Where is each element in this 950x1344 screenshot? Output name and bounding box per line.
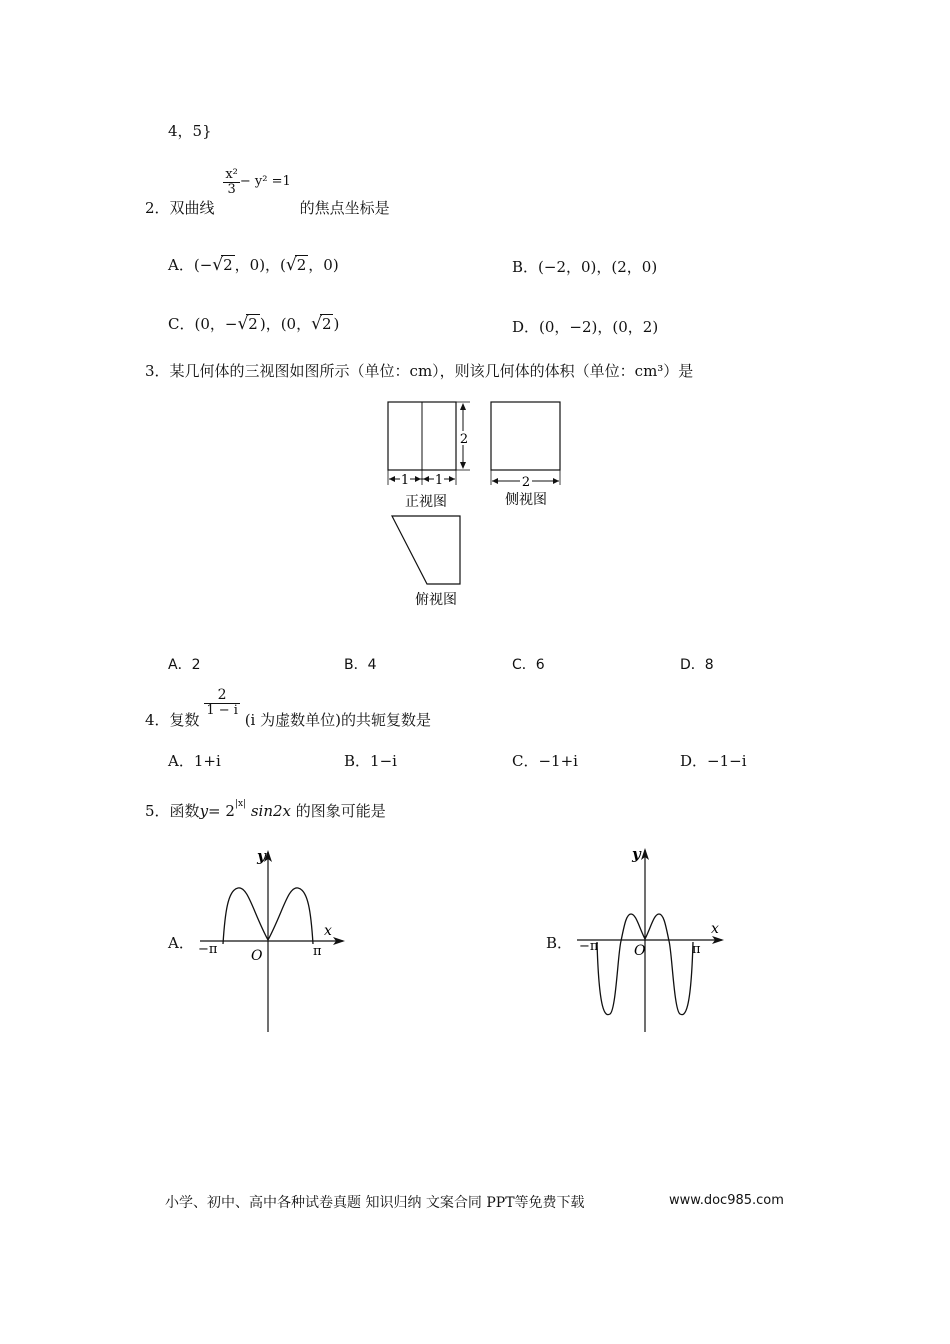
option-value: 4 — [367, 657, 377, 673]
graph-b-origin-label: O — [634, 943, 646, 959]
graph-b-pi-label: π — [692, 942, 701, 957]
option-text: ，0)，( — [234, 256, 286, 274]
q2-number: 2． — [145, 198, 170, 217]
graph-a-pi-label: π — [313, 944, 322, 959]
radicand: 2 — [296, 256, 307, 274]
q5-exponent: |x| — [234, 799, 247, 809]
question-5 — [145, 800, 386, 821]
q2-eq-rest: − y² =1 — [239, 173, 291, 189]
front-view-label: 正视图 — [405, 494, 447, 510]
option-value: −1+i — [538, 752, 578, 770]
q5-func: sin2x — [250, 802, 292, 820]
q3-option-a — [168, 654, 201, 674]
option-value: 1−i — [370, 752, 397, 770]
option-label: B． — [344, 752, 371, 770]
option-text: (− — [193, 256, 213, 274]
dim-side-label: 2 — [521, 475, 531, 490]
graph-a — [195, 842, 350, 1037]
sqrt-symbol: √ — [212, 255, 224, 275]
q2-option-a — [168, 254, 339, 275]
radicand: 2 — [248, 315, 258, 333]
option-label: C． — [168, 315, 195, 333]
q2-frac-den: 3 — [227, 182, 236, 198]
q2-prefix: 双曲线 — [169, 198, 215, 217]
q3-option-c — [512, 654, 545, 674]
option-label: A． — [168, 752, 194, 770]
q4-option-d — [680, 750, 747, 771]
q4-number: 4． — [145, 711, 170, 730]
q3-option-d — [680, 654, 714, 674]
q4-frac-num: 2 — [204, 688, 240, 704]
radicand: 2 — [321, 315, 332, 333]
option-value: 2 — [191, 657, 201, 673]
graph-a-neg-pi-label: −π — [198, 942, 218, 957]
q5-prefix: 函数 — [169, 802, 200, 820]
footer-text: 小学、初中、高中各种试卷真题 知识归纳 文案合同 PPT等免费下载 — [165, 1195, 585, 1211]
option-value: 1+i — [193, 752, 221, 770]
option-text: )，(0， — [259, 315, 312, 333]
q5-number: 5． — [145, 802, 170, 820]
option-value: 8 — [704, 657, 714, 673]
q5-y-eq: y= — [199, 802, 221, 820]
q4-suffix: (i 为虚数单位)的共轭复数是 — [239, 711, 431, 730]
graph-a-label: A． — [168, 934, 194, 952]
option-label: C． — [512, 752, 539, 770]
graph-a-origin-label: O — [251, 948, 263, 964]
dim-w2-label: 1 — [434, 473, 444, 488]
top-view — [392, 516, 460, 608]
radicand: 2 — [223, 256, 233, 274]
q4-prefix: 复数 — [169, 711, 200, 730]
side-view — [491, 402, 560, 508]
graph-b-neg-pi-label: −π — [579, 939, 599, 954]
footer-url[interactable]: www.doc985.com — [669, 1193, 784, 1208]
q2-suffix: 的焦点坐标是 — [299, 198, 390, 217]
q3-option-b — [344, 654, 377, 674]
q4-option-b — [344, 750, 397, 771]
option-text: (−2，0)，(2，0) — [538, 258, 658, 276]
question-2 — [145, 167, 390, 230]
option-label: C． — [512, 657, 536, 673]
q2-option-b — [512, 256, 657, 277]
option-label: A． — [168, 657, 192, 673]
question-3 — [145, 360, 693, 381]
sqrt-symbol: √ — [237, 314, 249, 334]
sqrt-symbol: √ — [285, 255, 297, 275]
q2-option-c — [168, 313, 339, 334]
graph-b — [572, 842, 732, 1037]
sqrt-symbol: √ — [311, 314, 322, 334]
option-label: B． — [344, 657, 368, 673]
q2-fraction — [223, 168, 240, 198]
option-text: ) — [333, 315, 340, 333]
dim-w1-label: 1 — [400, 473, 410, 488]
q4-frac-den: 1 − i — [206, 703, 238, 719]
q5-suffix: 的图象可能是 — [291, 802, 386, 820]
option-text: (0，− — [194, 315, 238, 333]
option-text: ，0) — [308, 256, 339, 274]
q4-option-c — [512, 750, 578, 771]
graph-a-x-label: x — [324, 923, 332, 939]
front-view — [388, 402, 470, 510]
option-label: D． — [680, 657, 705, 673]
side-view-label: 侧视图 — [505, 492, 547, 508]
graph-b-y-label: y — [632, 845, 641, 863]
option-label: A． — [168, 256, 194, 274]
option-value: −1−i — [707, 752, 747, 770]
q2-frac-num: x² — [225, 167, 238, 182]
option-text: (0，−2)，(0，2) — [539, 318, 659, 336]
option-label: B． — [512, 258, 539, 276]
graph-a-y-label: y — [257, 847, 266, 865]
q3-number: 3． — [145, 362, 170, 380]
question-4 — [145, 688, 431, 738]
graph-b-x-label: x — [711, 921, 719, 937]
top-fragment: 4，5} — [168, 122, 212, 140]
top-view-label: 俯视图 — [415, 592, 457, 608]
three-view-figure — [380, 395, 570, 610]
q2-option-d — [512, 316, 658, 337]
option-value: 6 — [535, 657, 545, 673]
q5-base: 2 — [225, 802, 235, 820]
graph-b-label: B． — [546, 934, 573, 952]
dim-height-label: 2 — [459, 432, 469, 447]
option-label: D． — [680, 752, 708, 770]
q4-fraction — [204, 688, 240, 719]
q3-text: 某几何体的三视图如图所示（单位：cm），则该几何体的体积（单位：cm³）是 — [169, 362, 694, 380]
option-label: D． — [512, 318, 540, 336]
q4-option-a — [168, 750, 221, 771]
